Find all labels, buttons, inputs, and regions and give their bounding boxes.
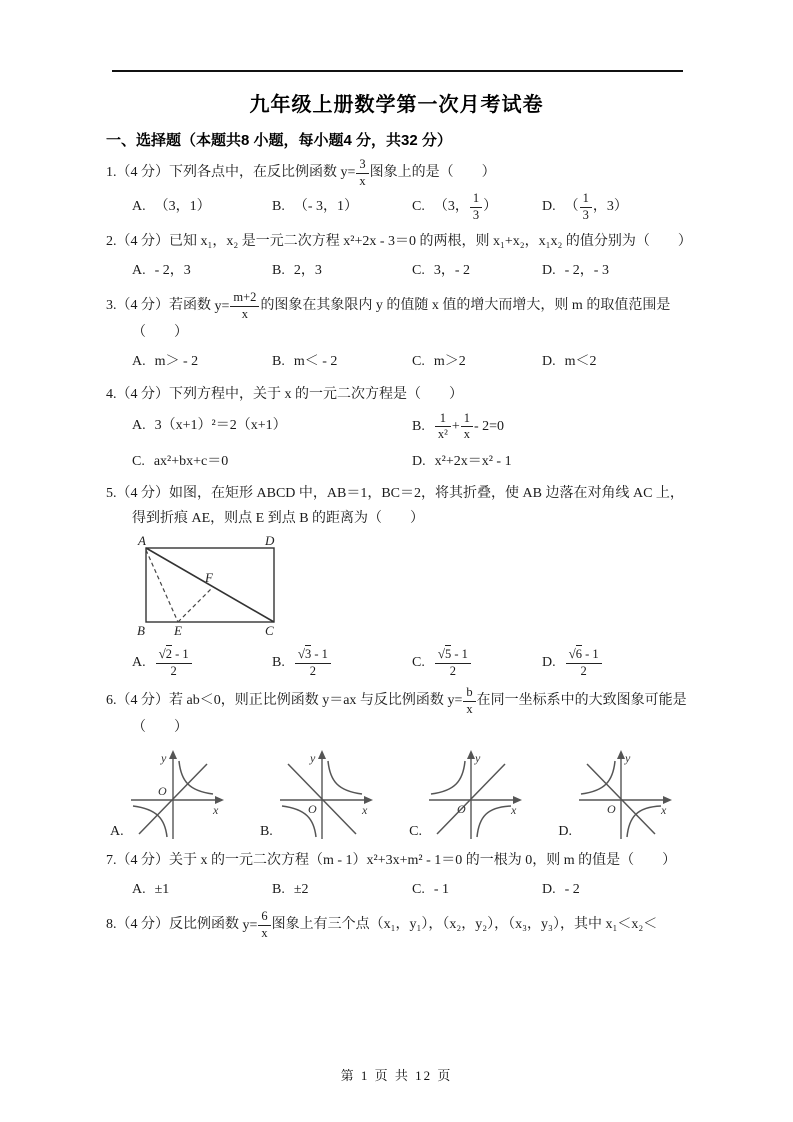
- q5-option-a-radicand: 2: [165, 647, 173, 662]
- q6-text-pre: 6.（4 分）若 ab＜0，则正比例函数 y＝ax 与反比例函数: [106, 693, 448, 709]
- q3-eq-lhs: y=: [214, 298, 230, 314]
- q5-option-b-fraction: [295, 647, 331, 678]
- question-7-stem: 7.（4 分）关于 x 的一元二次方程（m - 1）x²+3x+m² - 1＝0 的一根为 0，则 m 的值是（ ）: [106, 852, 677, 868]
- q1-option-d: [542, 192, 687, 222]
- q1-text-pre: 1.（4 分）下列各点中，在反比例函数: [106, 165, 341, 181]
- hyperbola-branch-q1: [328, 761, 362, 794]
- header-rule: [112, 70, 683, 72]
- q1-eq-lhs: y=: [340, 165, 356, 181]
- q6-text-post: 在同一坐标系中的大致图象可能是（ ）: [132, 693, 687, 736]
- hyperbola-branch-q2: [431, 761, 465, 794]
- q3-option-d-text: m＜2: [564, 354, 597, 370]
- q5-option-c-den: 2: [449, 663, 456, 678]
- q5-option-b-rest: - 1: [311, 647, 328, 662]
- question-6: [106, 686, 687, 841]
- page-footer: 第 1 页 共 12 页: [340, 1068, 453, 1083]
- q7-option-d-text: - 2: [564, 881, 580, 897]
- q1-option-c-fraction: [470, 192, 482, 222]
- q5-option-c-fraction: [435, 647, 471, 678]
- q4-option-a-text: 3（x+1）²＝2（x+1）: [154, 418, 287, 434]
- origin-label: O: [157, 783, 167, 798]
- x-axis-label: x: [660, 802, 667, 817]
- question-1-options: [106, 192, 687, 222]
- q2-option-b-label: B.: [272, 262, 285, 278]
- question-2-stem: 2.（4 分）已知 x₁，x₂ 是一元二次方程 x²+2x - 3＝0 的两根，则 x₁+x₂，x₁x₂ 的值分别为（ ）: [106, 234, 692, 249]
- q5-option-d-label: D.: [542, 654, 556, 670]
- q6-option-c: [409, 745, 523, 841]
- q6-option-b-label: B.: [259, 824, 273, 840]
- q2-option-c-label: C.: [412, 262, 425, 278]
- q5-option-b-radicand: 3: [304, 647, 312, 662]
- x-axis-label: x: [361, 802, 368, 817]
- q1-option-c-den: 3: [472, 207, 480, 222]
- q7-option-a: [132, 878, 272, 903]
- question-3: [106, 291, 687, 374]
- q5-option-a-num: [156, 647, 192, 664]
- q2-option-a-label: A.: [132, 262, 146, 278]
- radical-sign: √: [158, 646, 166, 662]
- q6-option-c-label: C.: [409, 824, 422, 840]
- fold-crease-ae: [146, 550, 178, 622]
- q1-option-c: [412, 192, 542, 222]
- q3-option-c-text: m＞2: [433, 354, 466, 370]
- question-2: [106, 230, 692, 283]
- q3-option-b-text: m＜ - 2: [293, 354, 338, 370]
- q7-option-b-text: ±2: [293, 881, 309, 897]
- q5-option-b-den: 2: [309, 663, 316, 678]
- page-title: 九年级上册数学第一次月考试卷: [249, 94, 544, 116]
- q4-option-b-frac1: [435, 412, 451, 442]
- q3-frac-den: x: [241, 306, 249, 321]
- vertex-label-d: D: [265, 534, 275, 549]
- y-axis-label: y: [160, 750, 166, 765]
- question-4: [106, 383, 687, 474]
- x-axis-label: x: [212, 802, 218, 817]
- radical-sign: √: [297, 646, 305, 662]
- q6-equation: [447, 685, 476, 716]
- q5-option-b-label: B.: [272, 654, 285, 670]
- question-3-options: [106, 350, 687, 375]
- q5-option-a-rest: - 1: [172, 647, 189, 662]
- q5-option-d: [542, 647, 687, 678]
- q8-equation: [242, 909, 272, 940]
- y-axis-arrow: [169, 750, 177, 759]
- hyperbola-branch-q1: [179, 761, 213, 794]
- radical-sign: √: [437, 646, 445, 662]
- diagonal-ac: [146, 548, 274, 622]
- graph-a-positive-line-hyperbola-q1q3: [125, 745, 225, 841]
- q1-option-d-label: D.: [542, 199, 556, 215]
- q5-option-c-num: [435, 647, 471, 664]
- question-6-stem: [106, 686, 687, 741]
- q5-option-c: [412, 647, 542, 678]
- q3-option-c-label: C.: [412, 354, 425, 370]
- question-7-options: [106, 878, 687, 903]
- q1-option-d-num: 1: [580, 192, 592, 208]
- q4-option-d-text: x²+2x＝x² - 1: [434, 453, 512, 469]
- q7-option-a-label: A.: [132, 881, 146, 897]
- segment-ef: [178, 587, 213, 622]
- q5-option-c-rest: - 1: [451, 647, 468, 662]
- q1-option-d-fraction: [580, 192, 592, 222]
- q6-option-b: [260, 745, 374, 841]
- q4-option-b-f1num: 1: [435, 412, 451, 428]
- q8-eq-lhs: y=: [242, 917, 258, 933]
- q7-option-b-label: B.: [272, 881, 285, 897]
- q5-option-d-rest: - 1: [582, 647, 599, 662]
- q6-option-d-label: D.: [558, 824, 572, 840]
- question-6-graph-options: [106, 741, 687, 841]
- q4-option-d-label: D.: [412, 453, 426, 469]
- q3-text-pre: 3.（4 分）若函数: [106, 298, 215, 314]
- question-5: [106, 482, 687, 678]
- x-axis-label: x: [511, 802, 517, 817]
- q6-option-d: [558, 745, 673, 841]
- q5-option-a-label: A.: [132, 654, 146, 670]
- q5-option-b: [272, 647, 412, 678]
- q4-option-b: [412, 412, 687, 442]
- q3-equation: [214, 290, 261, 321]
- q2-option-d-text: - 2，- 3: [564, 262, 609, 278]
- q1-option-d-pre: （: [564, 199, 579, 215]
- q3-option-a-label: A.: [132, 354, 146, 370]
- q1-frac-den: x: [359, 173, 366, 188]
- q7-option-b: [272, 878, 412, 903]
- q2-option-c: [412, 259, 542, 284]
- q1-option-c-pre: （3，: [433, 199, 469, 215]
- q4-option-b-f2den: x: [463, 427, 470, 442]
- q8-text-pre: 8.（4 分）反比例函数: [106, 917, 243, 933]
- question-2-options: [106, 259, 687, 284]
- q1-text-post: 图象上的是（ ）: [369, 165, 496, 181]
- vertex-label-a: A: [138, 534, 146, 549]
- q5-option-d-fraction: [566, 647, 602, 678]
- q1-option-a-label: A.: [132, 198, 146, 214]
- q4-option-c: [132, 450, 412, 475]
- q4-option-b-frac2: [461, 412, 473, 442]
- question-7: [106, 849, 687, 902]
- q7-option-a-text: ±1: [154, 881, 170, 897]
- radical-sign: √: [568, 646, 576, 662]
- q5-option-b-num: [295, 647, 331, 664]
- q8-text-post: 图象上有三个点（x₁，y₁），（x₂，y₂），（x₃，y₃），其中 x₁＜x₂＜: [271, 917, 658, 933]
- question-4-options: [106, 412, 687, 475]
- q1-option-d-den: 3: [582, 207, 589, 222]
- q8-frac-num: 6: [258, 910, 270, 926]
- q4-option-d: [412, 450, 687, 475]
- q7-option-c: [412, 878, 542, 903]
- q1-equation: [340, 157, 370, 188]
- q4-option-b-label: B.: [412, 418, 425, 434]
- q1-option-c-post: ）: [483, 199, 498, 215]
- question-5-stem: 5.（4 分）如图，在矩形 ABCD 中，AB＝1，BC＝2，将其折叠，使 AB 边落在对角线 AC 上，得到折痕 AE，则点 E 到点 B 的距离为（ ）: [106, 486, 684, 527]
- q3-frac-num: m+2: [230, 291, 259, 307]
- q7-option-d-label: D.: [542, 881, 556, 897]
- hyperbola-branch-q2: [581, 761, 615, 794]
- question-1: [106, 158, 687, 222]
- hyperbola-branch-q4: [477, 806, 511, 837]
- q4-option-c-label: C.: [132, 453, 145, 469]
- y-axis-label: y: [475, 750, 481, 765]
- question-4-stem: 4.（4 分）下列方程中，关于 x 的一元二次方程是（ ）: [106, 386, 463, 402]
- q7-option-c-text: - 1: [433, 881, 450, 897]
- q6-fraction: [463, 686, 475, 716]
- q4-option-b-f2num: 1: [461, 412, 473, 428]
- q1-option-b-text: （- 3，1）: [293, 198, 359, 214]
- q4-option-a: [132, 414, 412, 439]
- question-5-options: [106, 647, 687, 678]
- question-1-stem: [106, 158, 687, 188]
- graph-b-negative-line-hyperbola-q1q3: [274, 745, 374, 841]
- q6-eq-lhs: y=: [447, 693, 463, 709]
- q1-option-b-label: B.: [272, 198, 285, 214]
- q2-option-d-label: D.: [542, 262, 556, 278]
- q2-option-a: [132, 259, 272, 284]
- q1-option-b: [272, 195, 412, 220]
- q1-option-a-text: （3，1）: [154, 198, 211, 214]
- q5-option-c-radicand: 5: [444, 647, 452, 662]
- q3-text-post: 的图象在其象限内 y 的值随 x 值的增大而增大，则 m 的取值范围是（ ）: [132, 298, 671, 341]
- q3-option-d-label: D.: [542, 354, 556, 370]
- point-label-f: F: [205, 570, 213, 586]
- q3-fraction: [230, 291, 259, 321]
- q1-option-a: [132, 195, 272, 220]
- q1-fraction: [356, 158, 368, 188]
- section-heading: 一、选择题（本题共8 小题，每小题4 分，共32 分）: [106, 132, 452, 149]
- q3-option-a-text: m＞ - 2: [154, 354, 199, 370]
- q6-option-a-label: A.: [110, 824, 124, 840]
- q8-frac-den: x: [261, 925, 268, 940]
- q1-frac-num: 3: [356, 158, 368, 174]
- q2-option-a-text: - 2，3: [154, 262, 191, 278]
- q3-option-d: [542, 350, 687, 375]
- q5-option-d-den: 2: [580, 663, 587, 678]
- rectangle-fold-figure: [134, 534, 286, 638]
- vertex-label-e: E: [174, 623, 182, 639]
- q5-option-a-den: 2: [170, 663, 177, 678]
- q3-option-b-label: B.: [272, 354, 285, 370]
- vertex-label-c: C: [265, 623, 274, 639]
- q2-option-c-text: 3，- 2: [433, 262, 471, 278]
- q7-option-d: [542, 878, 687, 903]
- q1-option-c-label: C.: [412, 199, 425, 215]
- vertex-label-b: B: [137, 623, 145, 639]
- q4-option-c-text: ax²+bx+c＝0: [153, 453, 229, 469]
- q6-option-a: [110, 745, 225, 841]
- question-8: [106, 910, 687, 940]
- graph-d-negative-line-hyperbola-q2q4: [573, 745, 673, 841]
- q5-option-c-label: C.: [412, 654, 425, 670]
- q7-option-c-label: C.: [412, 881, 425, 897]
- q2-option-b: [272, 259, 412, 284]
- origin-label: O: [606, 801, 616, 816]
- q8-fraction: [258, 910, 270, 940]
- q5-option-d-num: [566, 647, 602, 664]
- q4-option-b-rest: - 2=0: [474, 418, 505, 434]
- q5-option-d-radicand: 6: [575, 647, 583, 662]
- origin-label: O: [457, 801, 466, 816]
- q6-frac-num: b: [463, 686, 475, 702]
- y-axis-arrow: [318, 750, 326, 759]
- q6-frac-den: x: [466, 701, 473, 716]
- q5-option-a: [132, 647, 272, 678]
- q3-option-b: [272, 350, 412, 375]
- q4-option-a-label: A.: [132, 418, 146, 434]
- q1-option-c-num: 1: [470, 192, 482, 208]
- q2-option-d: [542, 259, 687, 284]
- q4-option-b-f1den: x²: [437, 427, 448, 442]
- q4-option-b-plus: +: [451, 418, 460, 434]
- origin-label: O: [307, 801, 317, 816]
- y-axis-label: y: [624, 750, 631, 765]
- graph-c-positive-line-hyperbola-q2q4: [423, 745, 523, 841]
- y-axis-label: y: [309, 750, 316, 765]
- question-3-stem: [106, 291, 687, 346]
- q1-option-d-post: ，3）: [592, 199, 628, 215]
- q2-option-b-text: 2，3: [293, 262, 322, 278]
- q5-option-a-fraction: [156, 647, 192, 678]
- question-5-figure: [134, 534, 687, 643]
- y-axis-arrow: [617, 750, 625, 759]
- q3-option-a: [132, 350, 272, 375]
- q3-option-c: [412, 350, 542, 375]
- y-axis-arrow: [467, 750, 475, 759]
- question-8-stem: [106, 910, 687, 940]
